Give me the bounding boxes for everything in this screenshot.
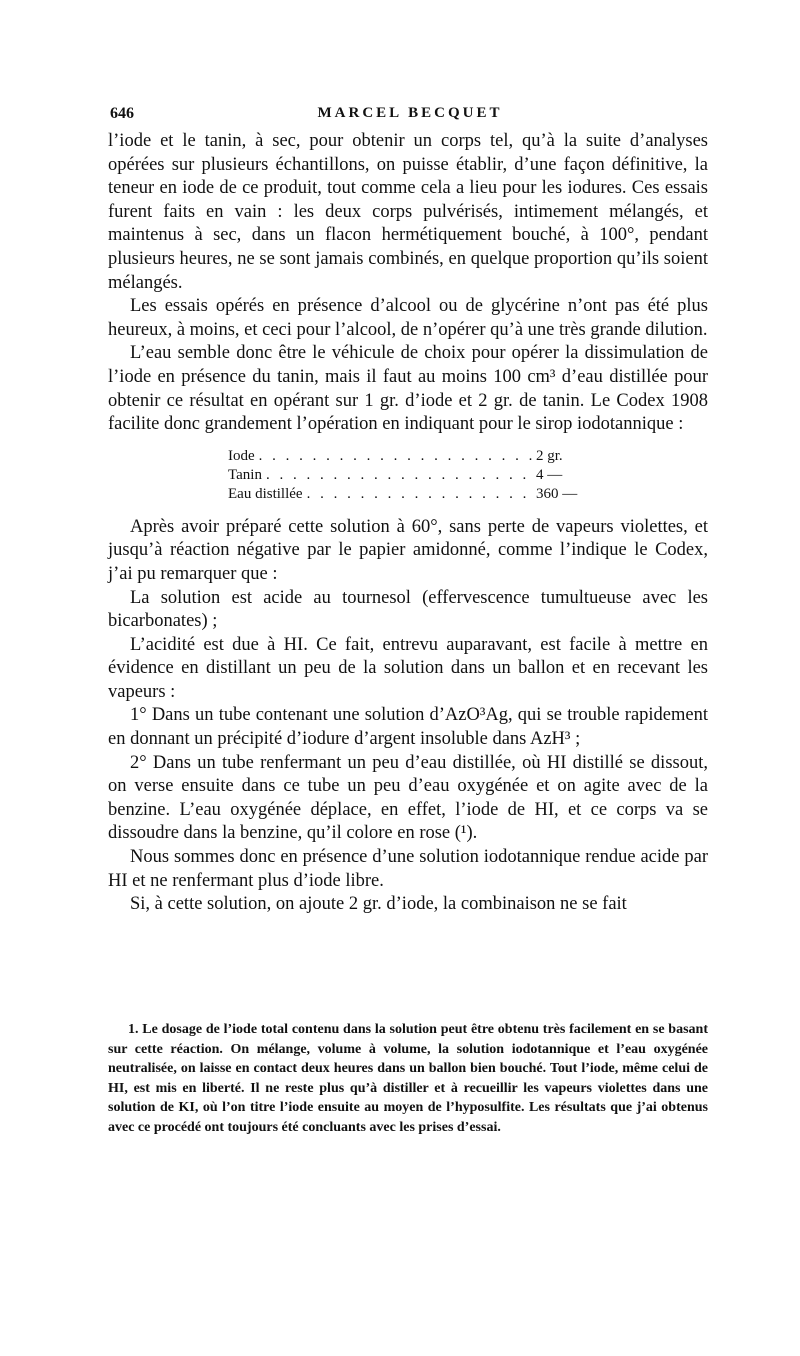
paragraph: 1° Dans un tube contenant une solution d’AzO³Ag, qui se trouble rapidement en donnant un précipité d’iodure d’argent insoluble dans AzH³ ; [108,705,708,750]
paragraph: La solution est acide au tournesol (effervescence tumultueuse avec les bicarbonates) ; [108,587,708,632]
paragraph: Les essais opérés en présence d’alcool ou de glycérine n’ont pas été plus heureux, à moins, et ceci pour l’alcool, de n’opérer qu’à une très grande dilution. [108,296,708,340]
paragraph: L’eau semble donc être le véhicule de choix pour opérer la dissimulation de l’iode en présence du tanin, mais il faut au moins 100 cm³ d’eau distillée pour obtenir ce résultat en opérant sur 1 gr. d’iode et 2 gr. de tanin. Le Codex 1908 facilite donc grandement l’opération en indiquant pour le sirop iodotannique : [108,343,708,435]
body-text [108,130,708,917]
paragraph: Nous sommes donc en présence d’une solution iodotannique rendue acide par HI et ne renfermant plus d’iode libre. [108,847,708,891]
leader-dots [266,466,532,485]
leader-dots [307,485,532,504]
footnote-text: 1. Le dosage de l’iode total contenu dans la solution peut être obtenu très facilement en se basant sur cette réaction. On mélange, volume à volume, la solution iodotannique et l’eau oxygénée neutralisée, on laisse en contact deux heures dans un ballon bien bouché. Tout l’iode, même celui de HI, est mis en liberté. Il ne reste plus qu’à distiller et à recueillir les vapeurs violettes dans une solution de KI, où l’on titre l’iode ensuite au moyen de l’hyposulfite. Les résultats que j’ai obtenus avec ce procédé ont toujours été concluants avec les prises d’essai. [108,1022,708,1135]
ingredient-name: Eau distillée [228,485,303,502]
recipe-row [228,485,592,504]
paragraph: l’iode et le tanin, à sec, pour obtenir un corps tel, qu’à la suite d’analyses opérées sur plusieurs échantillons, on puisse établir, d’une façon définitive, la teneur en iode de ce produit, tout comme cela a lieu pour les iodures. Ces essais furent faits en vain : les deux corps pulvérisés, intimement mélangés, et maintenus à sec, dans un flacon hermétiquement bouché, à 100°, pendant plusieurs heures, ne se sont jamais combinés, en quelque proportion qu’ils soient mélangés. [108,131,708,293]
running-title: MARCEL BECQUET [317,105,503,121]
page-header [110,105,710,129]
paragraph: 2° Dans un tube renfermant un peu d’eau distillée, où HI distillé se dissout, on verse ensuite dans ce tube un peu d’eau oxygénée et on agite avec de la benzine. L’eau oxygénée déplace, en effet, l’iode de HI, et ce corps va se dissoudre dans la benzine, qu’il colore en rose (¹). [108,752,708,844]
paragraph: Après avoir préparé cette solution à 60°, sans perte de vapeurs violettes, et jusqu’à réaction négative par le papier amidonné, comme l’indique le Codex, j’ai pu remarquer que : [108,516,708,584]
page-number: 646 [110,105,134,122]
recipe-row [228,466,592,485]
ingredient-name: Tanin [228,466,262,483]
paragraph: Si, à cette solution, on ajoute 2 gr. d’iode, la combinaison ne se fait [130,894,627,915]
ingredient-quantity: 360 — [536,485,578,502]
leader-dots [259,447,532,466]
ingredient-quantity: 4 — [536,466,563,483]
paragraph: L’acidité est due à HI. Ce fait, entrevu auparavant, est facile à mettre en évidence en distillant un peu de la solution dans un ballon et en recevant les vapeurs : [108,634,708,702]
recipe-row [228,447,592,466]
footnote [108,1020,708,1137]
recipe-table [228,447,592,504]
ingredient-name: Iode [228,447,255,464]
ingredient-quantity: 2 gr. [536,447,563,464]
